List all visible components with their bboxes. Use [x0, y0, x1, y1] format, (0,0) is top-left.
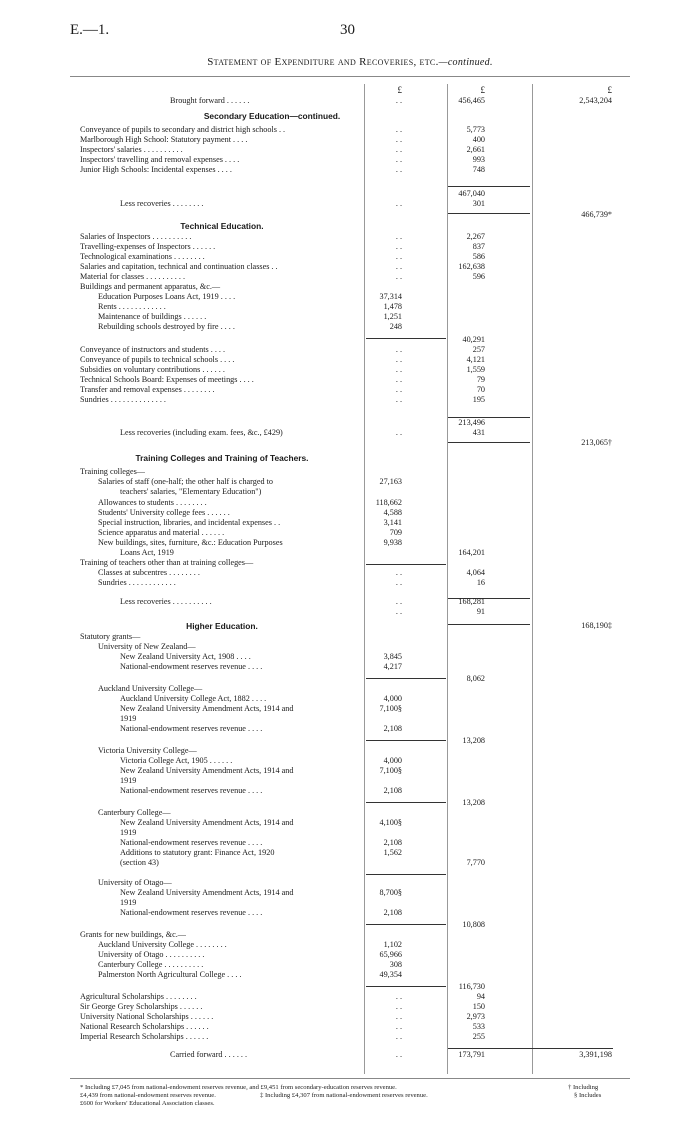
- row-label: Sundries . . . . . . . . . . . . . .: [80, 395, 166, 404]
- row-label: Marlborough High School: Statutory payment . . . .: [80, 135, 248, 144]
- amount-cell: 748: [472, 165, 485, 174]
- amount-cell: 1,102: [383, 940, 402, 949]
- table-row: [0, 908, 700, 918]
- row-label: Canterbury College . . . . . . . . . .: [98, 960, 204, 969]
- amount-cell: . .: [395, 385, 402, 394]
- row-label: Inspectors' salaries . . . . . . . . . .: [80, 145, 183, 154]
- table-row: [0, 395, 700, 405]
- row-label: National-endowment reserves revenue . . . .: [120, 724, 263, 733]
- table-row: [0, 96, 700, 106]
- table-row: [0, 1002, 700, 1012]
- row-label: Rebuilding schools destroyed by fire . . . .: [98, 322, 235, 331]
- table-row: [0, 838, 700, 848]
- amount-cell: 257: [472, 345, 485, 354]
- row-label: New buildings, sites, furniture, &c.: Education Purposes: [98, 538, 283, 547]
- row-label: Grants for new buildings, &c.—: [80, 930, 186, 939]
- table-row: [0, 694, 700, 704]
- amount-cell: 40,291: [462, 335, 485, 344]
- table-row: [0, 568, 700, 578]
- table-row: [0, 477, 700, 487]
- table-bottom-rule: [70, 1078, 630, 1079]
- table-row: [0, 345, 700, 355]
- amount-cell: . .: [395, 252, 402, 261]
- row-label: Conveyance of instructors and students . . . .: [80, 345, 226, 354]
- table-row: [0, 487, 700, 497]
- amount-cell: 8,700§: [379, 888, 402, 897]
- amount-cell: . .: [395, 1032, 402, 1041]
- amount-cell: 13,208: [462, 798, 485, 807]
- amount-cell: 7,100§: [379, 766, 402, 775]
- table-row: [0, 786, 700, 796]
- table-row: [0, 992, 700, 1002]
- amount-cell: . .: [395, 607, 402, 616]
- amount-cell: 533: [472, 1022, 485, 1031]
- table-row: [0, 940, 700, 950]
- table-row: [0, 467, 700, 477]
- table-row: [0, 858, 700, 868]
- table-row: [0, 1012, 700, 1022]
- amount-cell: 1,559: [466, 365, 485, 374]
- amount-cell: £: [397, 85, 402, 95]
- row-label: Material for classes . . . . . . . . . .: [80, 272, 186, 281]
- row-label: Allowances to students . . . . . . . .: [98, 498, 207, 507]
- table-row: [0, 756, 700, 766]
- amount-cell: 709: [389, 528, 402, 537]
- table-row: [0, 498, 700, 508]
- footnote-section-end: £600 for Workers' Educational Association classes.: [80, 1100, 215, 1107]
- table-row: [0, 1032, 700, 1042]
- row-label: Education Purposes Loans Act, 1919 . . . .: [98, 292, 236, 301]
- amount-cell: 5,773: [466, 125, 485, 134]
- row-label: National-endowment reserves revenue . . . .: [120, 908, 263, 917]
- row-label: Technical Schools Board: Expenses of meetings . . . .: [80, 375, 254, 384]
- table-row: [0, 252, 700, 262]
- row-label: Salaries and capitation, technical and continuation classes . .: [80, 262, 278, 271]
- amount-cell: 195: [472, 395, 485, 404]
- row-label: 1919: [120, 714, 137, 723]
- table-row: [0, 684, 700, 694]
- row-label: Secondary Education—continued.: [203, 111, 341, 121]
- row-label: Less recoveries . . . . . . . .: [120, 199, 204, 208]
- footnote-double-dagger: ‡ Including £4,307 from national-endowment reserves revenue.: [260, 1092, 428, 1099]
- row-label: Victoria University College—: [98, 746, 197, 755]
- row-label: Transfer and removal expenses . . . . . . . .: [80, 385, 215, 394]
- row-label: Loans Act, 1919: [120, 548, 174, 557]
- row-label: New Zealand University Amendment Acts, 1914 and: [120, 704, 294, 713]
- table-row: [0, 272, 700, 282]
- amount-cell: 168,190‡: [581, 621, 612, 630]
- table-row: [0, 85, 700, 95]
- amount-cell: . .: [395, 395, 402, 404]
- amount-cell: 7,100§: [379, 704, 402, 713]
- footnote-section-start: § Includes: [574, 1092, 602, 1099]
- amount-cell: 79: [476, 375, 485, 384]
- row-label: 1919: [120, 898, 137, 907]
- table-row: [0, 428, 700, 438]
- row-label: Palmerston North Agricultural College . . . .: [98, 970, 242, 979]
- table-row: [0, 262, 700, 272]
- table-row: [0, 418, 700, 428]
- row-label: Special instruction, libraries, and incidental expenses . .: [98, 518, 281, 527]
- amount-cell: . .: [395, 345, 402, 354]
- row-label: Training of teachers other than at training colleges—: [80, 558, 254, 567]
- amount-cell: . .: [395, 1050, 402, 1059]
- amount-cell: 255: [472, 1032, 485, 1041]
- row-label: Junior High Schools: Incidental expenses . . . .: [80, 165, 232, 174]
- document-reference: E.—1.: [70, 22, 110, 38]
- amount-cell: 2,661: [466, 145, 485, 154]
- section-heading: [0, 453, 700, 463]
- row-label: New Zealand University Amendment Acts, 1914 and: [120, 766, 294, 775]
- table-row: [0, 724, 700, 734]
- table-row: [0, 597, 700, 607]
- amount-cell: . .: [395, 242, 402, 251]
- row-label: Maintenance of buildings . . . . . .: [98, 312, 207, 321]
- row-label: Classes at subcentres . . . . . . . .: [98, 568, 200, 577]
- table-row: [0, 607, 700, 617]
- amount-cell: 2,267: [466, 232, 485, 241]
- table-row: [0, 165, 700, 175]
- amount-cell: 8,062: [466, 674, 485, 683]
- amount-cell: 37,314: [379, 292, 402, 301]
- row-label: Auckland University College . . . . . . . .: [98, 940, 227, 949]
- table-row: [0, 970, 700, 980]
- row-label: Students' University college fees . . . . . .: [98, 508, 230, 517]
- amount-cell: . .: [395, 145, 402, 154]
- amount-cell: 837: [472, 242, 485, 251]
- amount-cell: . .: [395, 96, 402, 105]
- row-label: Inspectors' travelling and removal expenses . . . .: [80, 155, 240, 164]
- amount-cell: 7,770: [466, 858, 485, 867]
- footnote-star: * Including £7,045 from national-endowment reserves revenue, and £9,451 from secondary-education reserves revenue.: [80, 1084, 397, 1091]
- amount-cell: 164,201: [458, 548, 485, 557]
- amount-cell: 4,100§: [379, 818, 402, 827]
- page-title-suffix: —continued.: [438, 57, 493, 68]
- table-row: [0, 282, 700, 292]
- table-row: [0, 232, 700, 242]
- amount-cell: 1,251: [383, 312, 402, 321]
- table-row: [0, 652, 700, 662]
- amount-cell: 4,217: [383, 662, 402, 671]
- amount-cell: . .: [395, 262, 402, 271]
- table-row: [0, 776, 700, 786]
- table-row: [0, 375, 700, 385]
- table-row: [0, 662, 700, 672]
- row-label: teachers' salaries, "Elementary Education"): [120, 487, 262, 496]
- footnote-line-3: [80, 1100, 620, 1108]
- amount-cell: . .: [395, 578, 402, 587]
- table-row: [0, 242, 700, 252]
- amount-cell: 2,108: [383, 724, 402, 733]
- row-label: Canterbury College—: [98, 808, 171, 817]
- row-label: 1919: [120, 828, 137, 837]
- amount-cell: . .: [395, 199, 402, 208]
- amount-cell: 118,662: [375, 498, 402, 507]
- amount-cell: 70: [476, 385, 485, 394]
- row-label: Subsidies on voluntary contributions . . . . . .: [80, 365, 225, 374]
- amount-cell: 993: [472, 155, 485, 164]
- table-row: [0, 438, 700, 448]
- row-label: New Zealand University Amendment Acts, 1914 and: [120, 888, 294, 897]
- amount-cell: . .: [395, 597, 402, 606]
- row-label: Additions to statutory grant: Finance Act, 1920: [120, 848, 275, 857]
- row-label: University of New Zealand—: [98, 642, 196, 651]
- amount-cell: 3,141: [383, 518, 402, 527]
- table-row: [0, 714, 700, 724]
- amount-cell: . .: [395, 1022, 402, 1031]
- amount-cell: 94: [476, 992, 485, 1001]
- row-label: University National Scholarships . . . . . .: [80, 1012, 214, 1021]
- table-row: [0, 704, 700, 714]
- row-label: New Zealand University Amendment Acts, 1914 and: [120, 818, 294, 827]
- table-row: [0, 335, 700, 345]
- table-row: [0, 210, 700, 220]
- amount-cell: 586: [472, 252, 485, 261]
- row-label: Imperial Research Scholarships . . . . . .: [80, 1032, 209, 1041]
- row-label: National Research Scholarships . . . . . .: [80, 1022, 209, 1031]
- amount-cell: . .: [395, 155, 402, 164]
- amount-cell: 173,791: [458, 1050, 485, 1059]
- table-row: [0, 888, 700, 898]
- row-label: Conveyance of pupils to technical schools . . . .: [80, 355, 235, 364]
- row-label: Auckland University College Act, 1882 . . . .: [120, 694, 267, 703]
- amount-cell: 4,064: [466, 568, 485, 577]
- table-row: [0, 960, 700, 970]
- table-row: [0, 155, 700, 165]
- amount-cell: 431: [472, 428, 485, 437]
- page-number: 30: [340, 22, 355, 38]
- row-label: Less recoveries . . . . . . . . . .: [120, 597, 212, 606]
- amount-cell: . .: [395, 568, 402, 577]
- amount-cell: 150: [472, 1002, 485, 1011]
- amount-cell: 213,065†: [581, 438, 612, 447]
- amount-cell: 308: [389, 960, 402, 969]
- table-row: [0, 538, 700, 548]
- row-label: Statutory grants—: [80, 632, 141, 641]
- amount-cell: 2,543,204: [579, 96, 612, 105]
- row-label: Carried forward . . . . . .: [170, 1050, 248, 1059]
- row-label: National-endowment reserves revenue . . . .: [120, 838, 263, 847]
- row-label: Technological examinations . . . . . . . .: [80, 252, 205, 261]
- row-label: Auckland University College—: [98, 684, 203, 693]
- table-row: [0, 898, 700, 908]
- amount-cell: 162,638: [458, 262, 485, 271]
- row-label: Travelling-expenses of Inspectors . . . . . .: [80, 242, 216, 251]
- row-label: 1919: [120, 776, 137, 785]
- table-row: [0, 950, 700, 960]
- table-row: [0, 548, 700, 558]
- section-heading: [0, 221, 700, 231]
- table-row: [0, 125, 700, 135]
- table-row: [0, 736, 700, 746]
- row-label: (section 43): [120, 858, 159, 867]
- table-row: [0, 818, 700, 828]
- amount-cell: 301: [472, 199, 485, 208]
- amount-cell: . .: [395, 992, 402, 1001]
- amount-cell: . .: [395, 125, 402, 134]
- amount-cell: 4,000: [383, 756, 402, 765]
- amount-cell: 2,973: [466, 1012, 485, 1021]
- row-label: University of Otago . . . . . . . . . .: [98, 950, 205, 959]
- table-row: [0, 518, 700, 528]
- table-row: [0, 365, 700, 375]
- amount-cell: . .: [395, 272, 402, 281]
- table-row: [0, 292, 700, 302]
- table-row: [0, 982, 700, 992]
- row-label: Victoria College Act, 1905 . . . . . .: [120, 756, 233, 765]
- page-title-main: Statement of Expenditure and Recoveries, etc.: [207, 56, 439, 68]
- row-label: Brought forward . . . . . .: [170, 96, 250, 105]
- footnote-dagger-end: £4,439 from national-endowment reserves revenue.: [80, 1092, 216, 1099]
- table-row: [0, 302, 700, 312]
- table-row: [0, 558, 700, 568]
- amount-cell: 49,354: [379, 970, 402, 979]
- table-row: [0, 385, 700, 395]
- amount-cell: 467,040: [458, 189, 485, 198]
- table-row: [0, 355, 700, 365]
- amount-cell: 596: [472, 272, 485, 281]
- amount-cell: . .: [395, 232, 402, 241]
- table-row: [0, 1050, 700, 1060]
- row-label: National-endowment reserves revenue . . . .: [120, 662, 263, 671]
- table-row: [0, 848, 700, 858]
- amount-cell: 91: [476, 607, 485, 616]
- table-row: [0, 528, 700, 538]
- amount-cell: 3,845: [383, 652, 402, 661]
- amount-cell: £: [607, 85, 612, 95]
- row-label: Higher Education.: [186, 621, 258, 631]
- row-label: Salaries of Inspectors . . . . . . . . . .: [80, 232, 192, 241]
- row-label: Agricultural Scholarships . . . . . . . .: [80, 992, 197, 1001]
- table-row: [0, 135, 700, 145]
- table-row: [0, 508, 700, 518]
- amount-cell: . .: [395, 165, 402, 174]
- row-label: University of Otago—: [98, 878, 172, 887]
- row-label: Science apparatus and material . . . . . .: [98, 528, 225, 537]
- amount-cell: 13,208: [462, 736, 485, 745]
- amount-cell: 116,730: [458, 982, 485, 991]
- table-row: [0, 930, 700, 940]
- table-row: [0, 674, 700, 684]
- amount-cell: . .: [395, 375, 402, 384]
- amount-cell: 3,391,198: [579, 1050, 612, 1059]
- row-label: Less recoveries (including exam. fees, &c., £429): [120, 428, 283, 437]
- section-heading: [0, 111, 700, 121]
- row-label: Salaries of staff (one-half; the other half is charged to: [98, 477, 273, 486]
- footnote-line-1: [80, 1084, 620, 1092]
- table-row: [0, 312, 700, 322]
- amount-cell: 213,496: [458, 418, 485, 427]
- row-label: Training Colleges and Training of Teachers.: [135, 453, 309, 463]
- row-label: Sir George Grey Scholarships . . . . . .: [80, 1002, 203, 1011]
- table-row: [0, 808, 700, 818]
- amount-cell: 2,108: [383, 838, 402, 847]
- footnote-line-2: [80, 1092, 620, 1100]
- row-label: Sundries . . . . . . . . . . . .: [98, 578, 176, 587]
- footnote-dagger-start: † Including: [568, 1084, 599, 1091]
- row-label: Training colleges—: [80, 467, 145, 476]
- table-row: [0, 746, 700, 756]
- table-row: [0, 766, 700, 776]
- amount-cell: 27,163: [379, 477, 402, 486]
- row-label: Rents . . . . . . . . . . . .: [98, 302, 166, 311]
- amount-cell: . .: [395, 1002, 402, 1011]
- table-row: [0, 199, 700, 209]
- amount-cell: . .: [395, 428, 402, 437]
- table-row: [0, 145, 700, 155]
- amount-cell: 65,966: [379, 950, 402, 959]
- amount-cell: 466,739*: [581, 210, 612, 219]
- amount-cell: 4,121: [466, 355, 485, 364]
- amount-cell: 1,478: [383, 302, 402, 311]
- row-label: Technical Education.: [180, 221, 264, 231]
- row-label: Conveyance of pupils to secondary and district high schools . .: [80, 125, 286, 134]
- table-row: [0, 1022, 700, 1032]
- amount-cell: 4,588: [383, 508, 402, 517]
- amount-cell: . .: [395, 135, 402, 144]
- amount-cell: 1,562: [383, 848, 402, 857]
- amount-cell: 2,108: [383, 908, 402, 917]
- row-label: Buildings and permanent apparatus, &c.—: [80, 282, 221, 291]
- row-label: New Zealand University Act, 1908 . . . .: [120, 652, 251, 661]
- amount-cell: 456,465: [458, 96, 485, 105]
- table-row: [0, 920, 700, 930]
- amount-cell: . .: [395, 355, 402, 364]
- table-row: [0, 878, 700, 888]
- amount-cell: 400: [472, 135, 485, 144]
- row-label: National-endowment reserves revenue . . . .: [120, 786, 263, 795]
- table-row: [0, 798, 700, 808]
- amount-cell: 16: [476, 578, 485, 587]
- amount-cell: 168,281: [458, 597, 485, 606]
- amount-cell: 4,000: [383, 694, 402, 703]
- amount-cell: 9,938: [383, 538, 402, 547]
- amount-cell: . .: [395, 1012, 402, 1021]
- table-row: [0, 828, 700, 838]
- section-heading: [0, 621, 700, 631]
- table-row: [0, 632, 700, 642]
- table-row: [0, 189, 700, 199]
- amount-cell: . .: [395, 365, 402, 374]
- table-row: [0, 642, 700, 652]
- amount-cell: 2,108: [383, 786, 402, 795]
- table-row: [0, 578, 700, 588]
- amount-cell: £: [480, 85, 485, 95]
- amount-cell: 10,808: [462, 920, 485, 929]
- table-row: [0, 322, 700, 332]
- amount-cell: 248: [389, 322, 402, 331]
